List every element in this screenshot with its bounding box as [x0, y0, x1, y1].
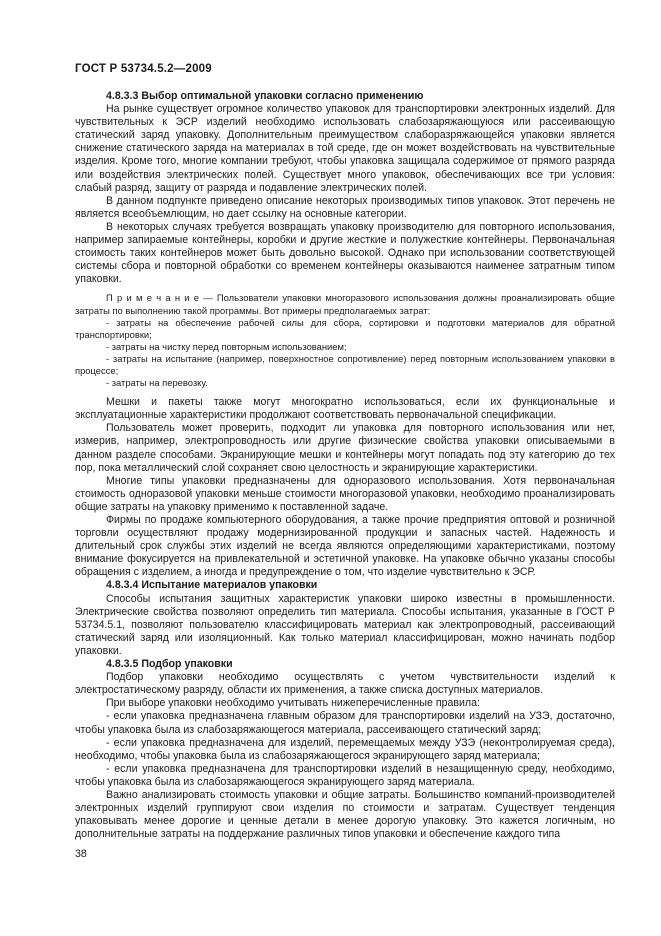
document-body — [75, 90, 615, 841]
paragraph: В данном подпункте приведено описание некоторых производимых типов упаковок. Этот перечень не является всеобъемлющим, но дает ссылку на основные категории. — [75, 194, 615, 220]
section-heading: 4.8.3.5 Подбор упаковки — [106, 658, 233, 671]
paragraph: При выборе упаковки необходимо учитывать нижеперечисленные правила: — [106, 697, 480, 710]
section-heading: 4.8.3.4 Испытание материалов упаковки — [106, 579, 318, 592]
list-item: - если упаковка предназначена для изделий, перемещаемых между УЗЭ (неконтролируемая среда), необходимо, чтобы упаковка была из слабозаряжающегося экранирующего заряд материала; — [75, 736, 615, 762]
paragraph: Важно анализировать стоимость упаковки и общие затраты. Большинство компаний-производителей электронных изделий группируют свои изделия по стоимости и затратам. Существует тенденция упаковывать менее дорогие и ценные детали в менее дорогую упаковку. Это кажется логичным, но дополнительные затраты на поддержание различных типов упаковки и обеспечение каждого типа — [75, 788, 615, 841]
paragraph: Способы испытания защитных характеристик упаковки широко известны в промышленности. Электрические свойства позволяют определить тип материала. Способы испытания, указанные в ГОСТ Р 53734.5.1, позволяют пользователю классифицировать материал как электропроводный, рассеивающий статический заряд или изоляционный. Как только материал классифицирован, можно начинать подбор упаковки. — [75, 592, 615, 657]
note-paragraph: П р и м е ч а н и е — Пользователи упаковки многоразового использования должны проанализировать общие затраты по выполнению такой программы. Вот примеры предполагаемых затрат: — [75, 292, 615, 316]
paragraph: На рынке существует огромное количество упаковок для транспортировки электронных изделий. Для чувствительных к ЭСР изделий необходимо использовать слабозаряжающуюся или рассеивающую статический заряд упаковку. Дополнительным преимуществом слаборазряжающейся упаковки является снижение статического заряда на материалах в той среде, где он может воздействовать на чувствительные изделия. Кроме того, многие компании требуют, чтобы упаковка защищала содержимое от прямого разряда или воздействия электрических полей. Существует много упаковок, обеспечивающих все три условия: слабый разряд, защиту от разряда и подавление электрических полей. — [75, 103, 615, 194]
list-item: - если упаковка предназначена главным образом для транспортировки изделий на УЗЭ, достаточно, чтобы упаковка была из слабозаряжающегося материала, рассеивающего статический заряд; — [75, 710, 615, 736]
paragraph: Пользователь может проверить, подходит ли упаковка для повторного использования или нет, измерив, например, электропроводность или другие физические свойства упаковки описываемыми в данном разделе способами. Экранирующие мешки и контейнеры могут попадать под эту категорию до тех пор, пока металлический слой сохраняет свою целостность и экранирующие характеристики. — [75, 422, 615, 474]
paragraph: Фирмы по продаже компьютерного оборудования, а также прочие предприятия оптовой и розничной торговли осуществляют продажу модернизированной продукции и запасных частей. Надежность и длительный срок службы этих изделий не всегда являются определяющими характеристиками, поэтому внимание фокусируется на привлекательной и эстетичной упаковке. На упаковке обычно указаны способы обращения с изделием, а иногда и предупреждение о том, что изделие чувствительно к ЭСР. — [75, 514, 615, 579]
page-number: 38 — [75, 848, 87, 860]
note-list-item: - затраты на перевозку. — [106, 377, 208, 389]
paragraph: Многие типы упаковки предназначены для одноразового использования. Хотя первоначальная стоимость одноразовой упаковки меньше стоимости многоразовой упаковки, необходимо проанализировать общие затраты на упаковку применимо к поставленной задаче. — [75, 474, 615, 513]
paragraph: Подбор упаковки необходимо осуществлять с учетом чувствительности изделий к электростатическому разряду, области их применения, а также списка доступных материалов. — [75, 671, 615, 697]
standard-number-header: ГОСТ Р 53734.5.2—2009 — [75, 63, 212, 75]
paragraph: В некоторых случаях требуется возвращать упаковку производителю для повторного использования, например запираемые контейнеры, коробки и другие жесткие и полужесткие контейнеры. Первоначальная стоимость таких контейнеров может быть довольно высокой. Однако при использовании соответствующей системы сбора и повторной обработки со временем контейнеры оказываются наименее затратным типом упаковки. — [75, 220, 615, 286]
section-heading: 4.8.3.3 Выбор оптимальной упаковки согласно применению — [106, 90, 424, 102]
list-item: - если упаковка предназначена для транспортировки изделий в незащищенную среду, необходимо, чтобы упаковка была из слабозаряжающегося экранирующего заряд материала. — [75, 762, 615, 788]
note-list-item: - затраты на чистку перед повторным использованием; — [106, 340, 347, 352]
paragraph: Мешки и пакеты также могут многократно использоваться, если их функциональные и эксплуатационные характеристики продолжают соответствовать первоначальной спецификации. — [75, 396, 615, 422]
note-list-item: - затраты на обеспечение рабочей силы для сбора, сортировки и подготовки материалов для обратной транспортировки; — [75, 316, 615, 340]
note-list-item: - затраты на испытание (например, поверхностное сопротивление) перед повторным использованием упаковки в процессе; — [75, 352, 615, 376]
